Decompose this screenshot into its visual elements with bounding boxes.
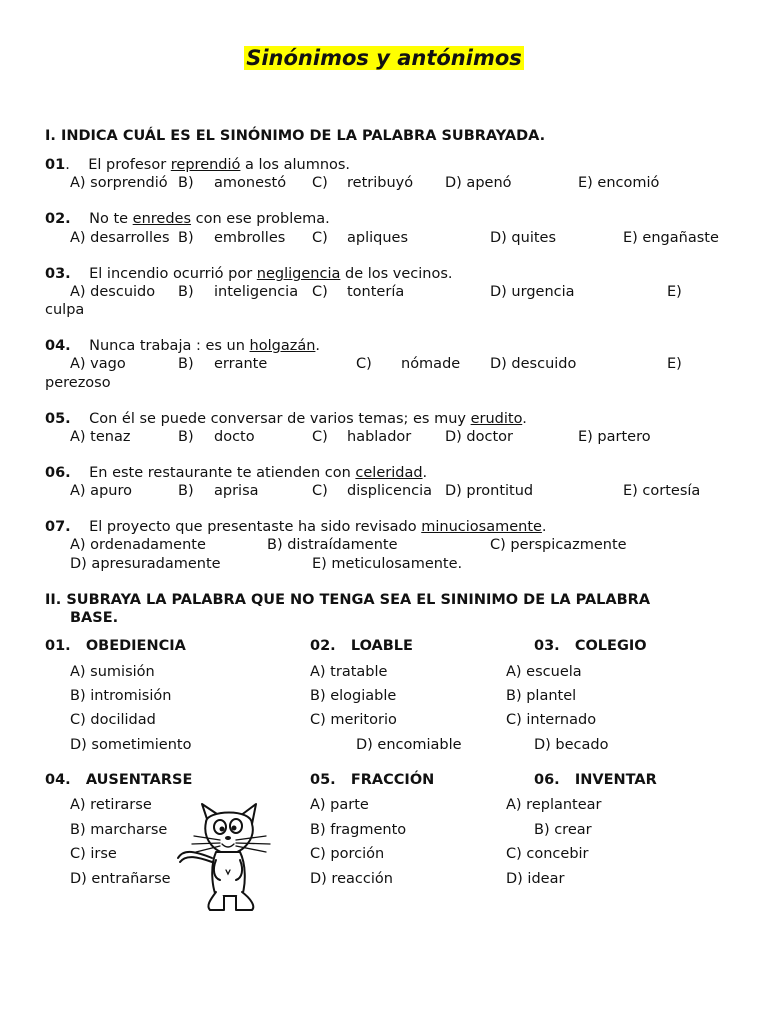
option-c-letter: C) xyxy=(312,284,328,300)
option-c-text: apliques xyxy=(347,230,409,246)
option-b-text: embrolles xyxy=(214,230,286,246)
section-2-heading: II. SUBRAYA LA PALABRA QUE NO TENGA SEA EL SININIMO DE LA PALABRA xyxy=(45,592,651,608)
group-05-option-a: A) parte xyxy=(310,797,369,813)
question-07: 07. El proyecto que presentaste ha sido revisado minuciosamente. xyxy=(45,519,547,535)
option-c-text: retribuyó xyxy=(347,175,414,191)
option-d: D) urgencia xyxy=(490,284,575,300)
option-c-text: displicencia xyxy=(347,483,433,499)
section-1-heading: I. INDICA CUÁL ES EL SINÓNIMO DE LA PALABRA SUBRAYADA. xyxy=(45,128,546,144)
group-05-option-c: C) porción xyxy=(310,846,385,862)
group-02-option-b: B) elogiable xyxy=(310,688,397,704)
option-d: D) prontitud xyxy=(445,483,534,499)
group-04-option-d: D) entrañarse xyxy=(70,871,171,887)
underlined-word: reprendió xyxy=(170,157,241,173)
group-05-option-b: B) fragmento xyxy=(310,822,407,838)
underlined-word: erudito xyxy=(470,411,523,427)
group-06-option-d: D) idear xyxy=(506,871,565,887)
option-c-letter: C) xyxy=(312,483,328,499)
option-b-letter: B) xyxy=(178,284,194,300)
option-e: E) meticulosamente. xyxy=(312,556,463,572)
underlined-word: holgazán xyxy=(249,338,316,354)
option-d: D) apresuradamente xyxy=(70,556,221,572)
group-03-option-d: D) becado xyxy=(534,737,609,753)
cat-icon xyxy=(172,800,284,918)
option-c-letter: C) xyxy=(356,356,372,372)
group-02-option-a: A) tratable xyxy=(310,664,388,680)
option-c: C) perspicazmente xyxy=(490,537,627,553)
option-a: A) descuido xyxy=(70,284,156,300)
option-b-letter: B) xyxy=(178,483,194,499)
group-06-option-c: C) concebir xyxy=(506,846,589,862)
underlined-word: minuciosamente xyxy=(421,519,542,535)
question-06: 06. En este restaurante te atienden con celeridad. xyxy=(45,465,428,481)
option-b-text: docto xyxy=(214,429,255,445)
group-04-option-c: C) irse xyxy=(70,846,117,862)
option-e-letter: E) xyxy=(667,356,682,372)
group-03-option-c: C) internado xyxy=(506,712,597,728)
group-06-option-b: B) crear xyxy=(534,822,592,838)
underlined-word: enredes xyxy=(132,211,192,227)
group-03-option-b: B) plantel xyxy=(506,688,577,704)
option-c-text: hablador xyxy=(347,429,412,445)
option-a: A) apuro xyxy=(70,483,132,499)
option-a: A) vago xyxy=(70,356,126,372)
question-03: 03. El incendio ocurrió por negligencia de los vecinos. xyxy=(45,266,453,282)
page-title: Sinónimos y antónimos xyxy=(246,46,522,70)
section-2-heading-cont: BASE. xyxy=(70,610,119,626)
option-c-text: nómade xyxy=(401,356,461,372)
option-e-letter: E) xyxy=(667,284,682,300)
option-e: E) engañaste xyxy=(623,230,719,246)
group-04-option-a: A) retirarse xyxy=(70,797,152,813)
group-06-option-a: A) replantear xyxy=(506,797,602,813)
group-01-option-c: C) docilidad xyxy=(70,712,156,728)
option-e: E) encomió xyxy=(578,175,660,191)
option-c-letter: C) xyxy=(312,230,328,246)
group-02-option-c: C) meritorio xyxy=(310,712,397,728)
option-b-text: inteligencia xyxy=(214,284,299,300)
option-b-text: errante xyxy=(214,356,268,372)
option-a: A) desarrolles xyxy=(70,230,170,246)
option-c-letter: C) xyxy=(312,429,328,445)
question-02: 02. No te enredes con ese problema. xyxy=(45,211,330,227)
option-a: A) ordenadamente xyxy=(70,537,206,553)
group-01-head: 01. OBEDIENCIA xyxy=(45,638,186,654)
question-05: 05. Con él se puede conversar de varios temas; es muy erudito. xyxy=(45,411,527,427)
option-e-text: perezoso xyxy=(45,375,111,391)
group-04-head: 04. AUSENTARSE xyxy=(45,772,193,788)
option-e: E) cortesía xyxy=(623,483,701,499)
option-c-text: tontería xyxy=(347,284,405,300)
option-b-letter: B) xyxy=(178,175,194,191)
option-d: D) quites xyxy=(490,230,557,246)
option-d: D) apenó xyxy=(445,175,512,191)
group-02-option-d: D) encomiable xyxy=(356,737,462,753)
underlined-word: celeridad xyxy=(355,465,423,481)
underlined-word: negligencia xyxy=(256,266,341,282)
group-02-head: 02. LOABLE xyxy=(310,638,413,654)
option-b: B) distraídamente xyxy=(267,537,398,553)
group-04-option-b: B) marcharse xyxy=(70,822,168,838)
group-03-head: 03. COLEGIO xyxy=(534,638,647,654)
option-d: D) descuido xyxy=(490,356,577,372)
option-b-letter: B) xyxy=(178,356,194,372)
option-b-letter: B) xyxy=(178,230,194,246)
question-04: 04. Nunca trabaja : es un holgazán. xyxy=(45,338,321,354)
group-01-option-a: A) sumisión xyxy=(70,664,155,680)
option-e: E) partero xyxy=(578,429,651,445)
group-03-option-a: A) escuela xyxy=(506,664,582,680)
group-01-option-b: B) intromisión xyxy=(70,688,172,704)
group-05-option-d: D) reacción xyxy=(310,871,393,887)
option-e-text: culpa xyxy=(45,302,85,318)
option-d: D) doctor xyxy=(445,429,513,445)
option-a: A) tenaz xyxy=(70,429,131,445)
question-01: 01. El profesor reprendió a los alumnos. xyxy=(45,157,351,173)
option-b-text: amonestó xyxy=(214,175,287,191)
option-c-letter: C) xyxy=(312,175,328,191)
option-b-letter: B) xyxy=(178,429,194,445)
group-06-head: 06. INVENTAR xyxy=(534,772,657,788)
group-05-head: 05. FRACCIÓN xyxy=(310,772,435,788)
option-b-text: aprisa xyxy=(214,483,259,499)
group-01-option-d: D) sometimiento xyxy=(70,737,192,753)
option-a: A) sorprendió xyxy=(70,175,168,191)
